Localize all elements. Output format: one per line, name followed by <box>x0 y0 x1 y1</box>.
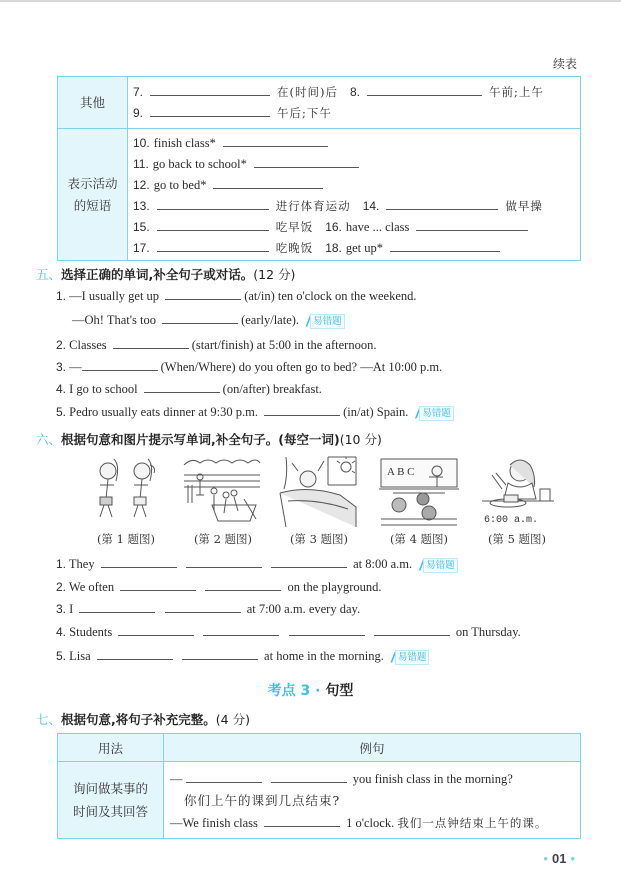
answer-blank[interactable] <box>271 567 347 568</box>
topic-heading: 考点 3 · 句型 <box>267 683 354 699</box>
answer-blank[interactable] <box>182 659 258 660</box>
vocab-row-other <box>58 77 580 128</box>
picture-row <box>86 455 556 550</box>
s5-question-3: 3. — (When/Where) do you often go to bed? —At 10:00 p.m. <box>56 360 443 374</box>
s5-question-4: 4. I go to school (on/after) breakfast. <box>56 382 322 396</box>
picture-1-caption: (第 1 题图) <box>96 532 156 546</box>
picture-3-caption: (第 3 题图) <box>289 532 349 546</box>
answer-blank[interactable] <box>113 348 189 349</box>
answer-blank[interactable] <box>118 635 194 636</box>
sentence-table-row <box>58 762 580 838</box>
s5-question-5: 5. Pedro usually eats dinner at 9:30 p.m. (in/at) Spain. / 易错题 <box>56 405 454 421</box>
vocab-row-activities <box>58 128 580 260</box>
s6-question-1: 1. They at 8:00 a.m. / 易错题 <box>56 557 458 573</box>
header-example: 例句 <box>359 740 385 756</box>
s6-question-3: 3. I at 7:00 a.m. every day. <box>56 602 361 616</box>
svg-text:A B C: A B C <box>387 466 415 478</box>
exclamation-icon: / <box>390 649 395 666</box>
continued-label: 续表 <box>552 57 577 71</box>
vocab-line: 17. 吃晚饭 18. get up* <box>133 237 580 258</box>
answer-blank[interactable] <box>186 782 262 783</box>
example-question: — you finish class in the morning? <box>170 772 513 786</box>
sentence-table-header <box>58 734 580 762</box>
vocab-line: 12. go to bed* <box>133 174 580 195</box>
answer-blank[interactable] <box>150 95 270 96</box>
section5-title: 五、选择正确的单词,补全句子或对话。(12 分) <box>36 267 296 282</box>
answer-blank[interactable] <box>165 299 241 300</box>
answer-blank[interactable] <box>157 230 269 231</box>
answer-blank[interactable] <box>186 567 262 568</box>
answer-blank[interactable] <box>82 370 158 371</box>
picture-5-time: 6:00 a.m. <box>484 515 539 526</box>
answer-blank[interactable] <box>79 612 155 613</box>
answer-blank[interactable] <box>165 612 241 613</box>
answer-blank[interactable] <box>264 415 340 416</box>
picture-5-caption: (第 5 题图) <box>487 532 547 546</box>
s6-question-4: 4. Students on Thursday. <box>56 625 521 639</box>
sentence-table <box>57 733 581 839</box>
error-prone-tag: / 易错题 <box>391 650 429 665</box>
answer-blank[interactable] <box>144 392 220 393</box>
example-question-cn: 你们上午的课到几点结束? <box>184 793 341 808</box>
answer-blank[interactable] <box>120 590 196 591</box>
answer-blank[interactable] <box>264 826 340 827</box>
vocab-category: 表示活动 的短语 <box>58 129 128 260</box>
picture-1-exercise <box>86 455 166 527</box>
answer-blank[interactable] <box>367 95 482 96</box>
vocab-line: 9. 午后;下午 <box>133 106 332 120</box>
answer-blank[interactable] <box>203 635 279 636</box>
picture-3-getting-up <box>278 455 358 527</box>
answer-blank[interactable] <box>205 590 281 591</box>
answer-blank[interactable] <box>101 567 177 568</box>
exclamation-icon: / <box>419 557 424 574</box>
vocab-line: 7. 在(时间)后 8. 午前;上午 <box>133 85 544 99</box>
s5-question-1-reply: —Oh! That's too (early/late). / 易错题 <box>72 313 345 329</box>
picture-4-caption: (第 4 题图) <box>389 532 449 546</box>
answer-blank[interactable] <box>157 209 269 210</box>
vocab-category: 其他 <box>58 77 128 128</box>
answer-blank[interactable] <box>162 323 238 324</box>
picture-2-caption: (第 2 题图) <box>193 532 253 546</box>
error-prone-tag: / 易错题 <box>419 558 457 573</box>
vocab-table <box>57 76 581 261</box>
exclamation-icon: / <box>415 405 420 422</box>
s6-question-5: 5. Lisa at home in the morning. / 易错题 <box>56 649 429 665</box>
picture-4-classroom <box>379 455 459 527</box>
section6-title: 六、根据句意和图片提示写单词,补全句子。(每空一词)(10 分) <box>36 432 382 447</box>
page-number: • 01 • <box>543 851 575 866</box>
answer-blank[interactable] <box>223 146 328 147</box>
vocab-line: 11. go back to school* <box>133 153 580 174</box>
error-prone-tag: / 易错题 <box>306 314 344 329</box>
section7-title: 七、根据句意,将句子补充完整。(4 分) <box>36 712 250 727</box>
error-prone-tag: / 易错题 <box>416 406 454 421</box>
picture-5-breakfast <box>478 455 558 527</box>
exclamation-icon: / <box>306 313 311 330</box>
answer-blank[interactable] <box>390 251 500 252</box>
vocab-line: 10. finish class* <box>133 132 580 153</box>
answer-blank[interactable] <box>416 230 528 231</box>
example-answer: —We finish class 1 o'clock. 我们一点钟结束上午的课。 <box>170 816 548 830</box>
answer-blank[interactable] <box>157 251 269 252</box>
answer-blank[interactable] <box>374 635 450 636</box>
header-usage: 用法 <box>58 734 164 761</box>
s5-question-1: 1. —I usually get up (at/in) ten o'clock on the weekend. <box>56 289 417 303</box>
answer-blank[interactable] <box>386 209 498 210</box>
s5-question-2: 2. Classes (start/finish) at 5:00 in the afternoon. <box>56 338 377 352</box>
page-top-border <box>0 0 621 2</box>
answer-blank[interactable] <box>289 635 365 636</box>
picture-2-playground <box>182 455 262 527</box>
example-cell <box>164 762 580 838</box>
answer-blank[interactable] <box>254 167 359 168</box>
answer-blank[interactable] <box>150 116 270 117</box>
vocab-line: 13. 进行体育运动 14. 做早操 <box>133 199 543 213</box>
answer-blank[interactable] <box>271 782 347 783</box>
s6-question-2: 2. We often on the playground. <box>56 580 382 594</box>
answer-blank[interactable] <box>97 659 173 660</box>
usage-cell: 询问做某事的 时间及其回答 <box>58 762 164 838</box>
vocab-line: 15. 吃早饭 16. have ... class <box>133 216 580 237</box>
answer-blank[interactable] <box>213 188 323 189</box>
